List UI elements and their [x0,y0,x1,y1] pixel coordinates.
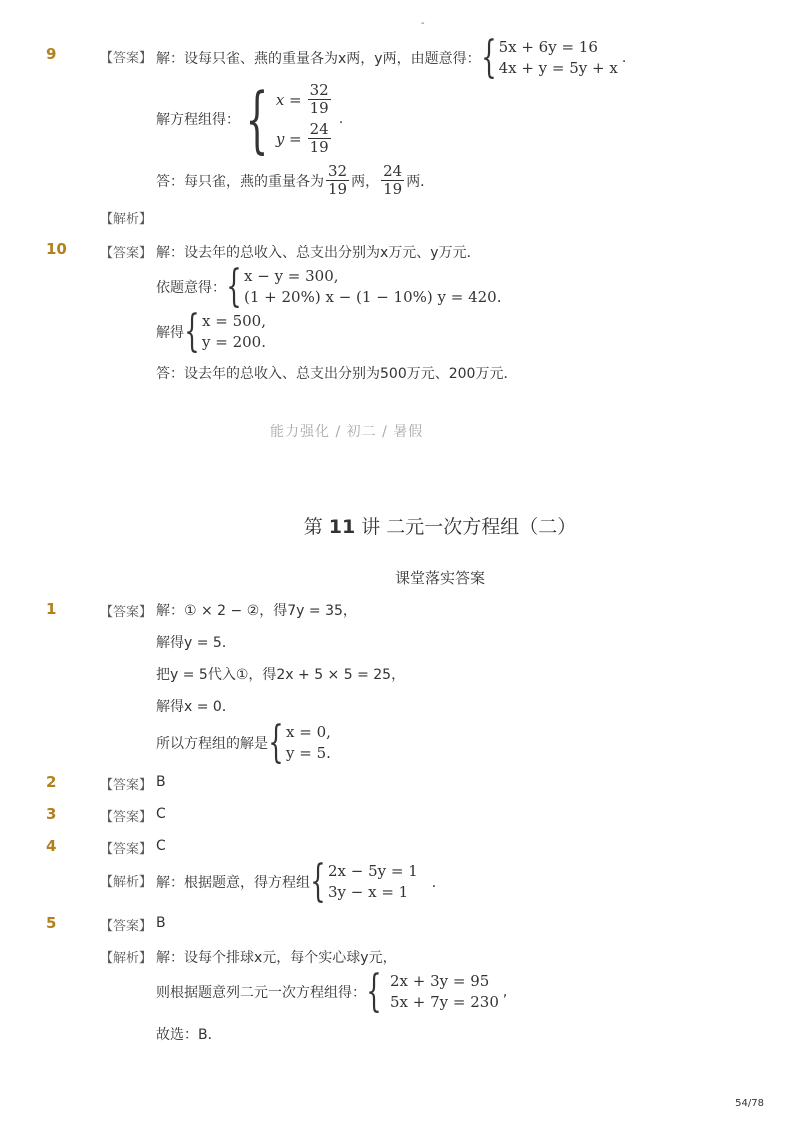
q9-unit1: 两， [351,173,380,190]
q1-s2: y = 5. [286,744,331,762]
lecture-suffix: 讲 二元一次方程组（二） [361,516,577,538]
lecture-prefix: 第 [303,516,323,538]
q5-system-line: 则根据题意列二元一次方程组得： { 2x + 3y = 95 5x + 7y = 230 , [156,966,508,1017]
q10-solution [156,306,266,357]
q1-s1: x = 0, [286,723,331,741]
q10-s1: x = 500, [202,312,266,330]
q9-solve-label: 解方程组得： [156,112,240,128]
fraction [381,163,404,198]
q1-line1: 解：① × 2 − ②，得7y = 35， [156,603,357,619]
q1-solution [156,717,331,768]
q9-eq2: 4x + y = 5y + x [498,59,618,77]
q9-answer-line [156,163,434,198]
page-number: 54/78 [735,1098,764,1109]
section-subtitle: 课堂落实答案 [394,569,485,587]
numerator: 24 [383,162,403,180]
question-number-2: 2 [46,773,57,791]
brace-icon: { [366,966,382,1017]
q5-eq2: 5x + 7y = 230 [390,993,499,1011]
brace-icon: { [480,32,497,83]
numerator: 32 [309,81,329,99]
question-number-5: 5 [46,914,57,932]
q3-answer: C [156,806,166,822]
q10-intro: 解：设去年的总收入、总支出分别为x万元、y万元． [156,245,481,261]
q9-intro: 解：设每只雀、燕的重量各为x两，y两，由题意得： [156,51,481,67]
q4-end: ． [431,875,446,891]
question-number-3: 3 [46,805,57,823]
analysis-tag: 【解析】 [100,951,153,966]
top-mark: - [421,18,425,29]
q10-eq1: x − y = 300, [244,267,339,285]
q10-answer: 答：设去年的总收入、总支出分别为500万元、200万元． [156,366,518,382]
q4-eq1: 2x − 5y = 1 [328,862,418,880]
q9-eq1: 5x + 6y = 16 [498,38,598,56]
q9-unit2: 两． [406,173,435,190]
q4-analysis-text: 解：根据题意，得方程组 [156,875,310,891]
question-number-4: 4 [46,837,57,855]
q2-answer: B [156,774,166,790]
q9-x-lhs: x = [275,90,302,109]
brace-icon: { [245,77,269,161]
answer-tag: 【答案】 [100,919,153,934]
q9-equation-system [480,32,618,83]
lecture-title [0,512,800,539]
q4-answer: C [156,838,166,854]
q10-s2: y = 200. [202,333,266,351]
fraction [308,121,331,156]
analysis-tag: 【解析】 [100,875,153,890]
q10-cond-label: 依题意得： [156,280,226,296]
brace-icon: { [226,261,242,312]
denominator: 19 [309,138,329,156]
denominator: 19 [328,180,348,198]
answer-tag: 【答案】 [100,605,153,620]
q4-eq2: 3y − x = 1 [328,883,409,901]
answer-tag: 【答案】 [100,842,153,857]
numerator: 24 [309,120,329,138]
q9-solution: 解方程组得： { x = $\frac{32}{19}$ y = $\frac{24}{19}$ . [156,77,344,161]
brace-icon: { [184,306,200,357]
answer-tag: 【答案】 [100,51,153,66]
q5-line1: 解：设每个排球x元，每个实心球y元， [156,950,397,966]
page-footer: 能力强化 / 初二 / 暑假 [270,424,424,440]
q1-line4: 解得x = 0． [156,699,236,715]
brace-icon: { [310,856,326,907]
fraction [308,82,331,117]
q9-y-lhs: y = [275,129,302,148]
q10-solve-label: 解得 [156,325,184,341]
q10-eq2: (1 + 20%) x − (1 − 10%) y = 420. [244,288,502,306]
denominator: 19 [309,99,329,117]
lecture-number: 11 [328,516,356,538]
q5-answer: B [156,915,166,931]
question-number-9: 9 [46,45,57,63]
brace-icon: { [268,717,284,768]
q10-conditions [156,261,502,312]
q1-line2: 解得y = 5． [156,635,236,651]
q9-intro-line: 解：设每只雀、燕的重量各为x两，y两，由题意得： { 5x + 6y = 16 4x + y = 5y + x . [156,32,627,83]
answer-tag: 【答案】 [100,810,153,825]
q5-eq1: 2x + 3y = 95 [390,972,490,990]
numerator: 32 [328,162,348,180]
denominator: 19 [383,180,403,198]
q1-solution-label: 所以方程组的解是 [156,736,268,752]
answer-tag: 【答案】 [100,246,153,261]
question-number-10: 10 [46,240,67,258]
q5-line3: 故选：B． [156,1027,222,1043]
q1-line3: 把y = 5代入①，得2x + 5 × 5 = 25， [156,667,406,683]
question-number-1: 1 [46,600,57,618]
q4-analysis [156,856,446,907]
q9-answer-prefix: 答：每只雀，燕的重量各为 [156,173,324,190]
q5-line2: 则根据题意列二元一次方程组得： [156,985,366,1001]
fraction [326,163,349,198]
answer-tag: 【答案】 [100,778,153,793]
analysis-tag: 【解析】 [100,212,153,227]
